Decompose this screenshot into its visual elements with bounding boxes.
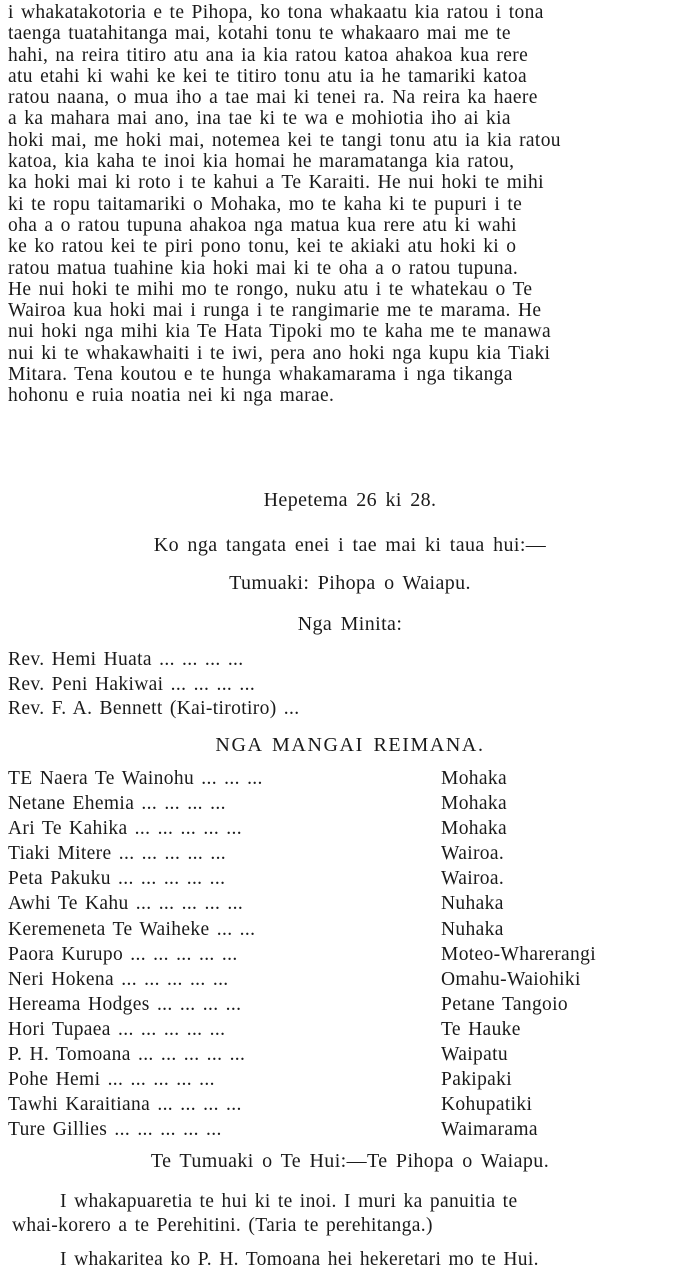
opening-prayer-paragraph (12, 1190, 698, 1238)
list-item: Rev. F. A. Bennett (Kai-tirotiro) ... (8, 698, 300, 719)
delegate-name: Peta Pakuku ... ... ... ... ... (8, 868, 226, 890)
paragraph-line: whai-korero a te Perehitini. (Taria te perehitanga.) (12, 1215, 433, 1236)
delegate-name: Awhi Te Kahu ... ... ... ... ... (8, 893, 244, 915)
list-item (8, 917, 698, 942)
paragraph-line: hahi, na reira titiro atu ana ia kia ratou katoa ahakoa kua rere (8, 44, 529, 66)
delegate-name: P. H. Tomoana ... ... ... ... ... (8, 1044, 246, 1066)
lay-delegates-heading: NGA MANGAI REIMANA. (215, 734, 485, 756)
delegate-place: Omahu-Waiohiki (441, 968, 581, 990)
paragraph-line: ka hoki mai ki roto i te kahui a Te Karaiti. He nui hoki te mihi (8, 172, 544, 194)
delegate-place: Waimarama (441, 1119, 538, 1141)
paragraph-line: oha a o ratou tupuna ahakoa nga matua kua rere atu ki wahi (8, 214, 517, 236)
paragraph-line: atu etahi ki wahi ke kei te titiro tonu atu ia he tamariki katoa (8, 65, 527, 87)
delegate-name: Ari Te Kahika ... ... ... ... ... (8, 818, 242, 840)
list-item (8, 841, 698, 866)
delegate-place: Waipatu (441, 1044, 508, 1066)
delegate-place: Mohaka (441, 793, 507, 815)
delegate-name: Tiaki Mitere ... ... ... ... ... (8, 843, 227, 865)
delegate-place: Nuhaka (441, 893, 504, 915)
paragraph-line: Mitara. Tena koutou e te hunga whakamarama i nga tikanga (8, 364, 513, 386)
list-item: Rev. Peni Hakiwai ... ... ... ... (8, 673, 256, 695)
opening-paragraph (8, 2, 698, 407)
paragraph-line: I whakapuaretia te hui ki te inoi. I muri ka panuitia te (60, 1191, 518, 1212)
paragraph-line: a ka mahara mai ano, ina tae ki te wa e mohiotia iho ai kia (8, 108, 511, 130)
paragraph-line: Wairoa kua hoki mai i runga i te rangimarie me te marama. He (8, 300, 542, 322)
delegate-place: Pakipaki (441, 1069, 513, 1091)
delegate-place: Nuhaka (441, 918, 504, 940)
delegate-name: Ture Gillies ... ... ... ... ... (8, 1119, 222, 1141)
paragraph-line: ratou matua tuahine kia hoki mai ki te oha a o ratou tupuna. (8, 257, 519, 279)
paragraph-line: ratou naana, o mua iho a tae mai ki tenei ra. Na reira ka haere (8, 87, 538, 109)
delegate-place: Petane Tangoio (441, 993, 569, 1015)
delegate-place: Mohaka (441, 768, 507, 789)
delegate-name: Hori Tupaea ... ... ... ... ... (8, 1018, 226, 1040)
paragraph-line: nui ki te whakawhaiti i te iwi, pera ano hoki nga kupu kia Tiaki (8, 342, 551, 364)
dates-heading: Hepetema 26 ki 28. (263, 489, 437, 511)
paragraph-line: ke ko ratou kei te piri pono tonu, kei te akiaki atu hoki ki o (8, 236, 517, 258)
paragraph-line: katoa, kia kaha te inoi kia homai he maramatanga kia ratou, (8, 151, 515, 173)
paragraph-line: hoki mai, me hoki mai, notemea kei te tangi tonu atu ia kia ratou (8, 129, 561, 151)
delegate-place: Moteo-Wharerangi (441, 943, 597, 965)
paragraph-line: taenga tuatahitanga mai, kotahi tonu te whakaaro mai me te (8, 23, 511, 45)
delegate-place: Te Hauke (441, 1018, 521, 1040)
delegate-place: Wairoa. (441, 843, 505, 865)
list-item (8, 766, 698, 791)
paragraph-line: nui hoki nga mihi kia Te Hata Tipoki mo te kaha me te manawa (8, 321, 551, 343)
delegate-name: Pohe Hemi ... ... ... ... ... (8, 1069, 215, 1091)
paragraph-line: i whakatakotoria e te Pihopa, ko tona whakaatu kia ratou i tona (8, 2, 544, 23)
attendees-intro: Ko nga tangata enei i tae mai ki taua hui:— (153, 534, 547, 556)
list-item (8, 791, 698, 816)
lay-delegates-list (8, 766, 698, 1142)
paragraph-line: I whakaritea ko P. H. Tomoana hei hekeretari mo te Hui. (60, 1249, 539, 1270)
list-item (8, 891, 698, 916)
ministers-list (8, 648, 408, 722)
list-item (8, 866, 698, 891)
list-item (8, 1017, 698, 1042)
ministers-heading: Nga Minita: (297, 613, 403, 635)
delegate-place: Mohaka (441, 818, 507, 840)
paragraph-line: ki te ropu taitamariki o Mohaka, mo te kaha ki te pupuri i te (8, 193, 523, 215)
chairman-line: Tumuaki: Pihopa o Waiapu. (229, 572, 471, 594)
delegate-name: TE Naera Te Wainohu ... ... ... (8, 768, 263, 789)
list-item (8, 992, 698, 1017)
paragraph-line: hohonu e ruia noatia nei ki nga marae. (8, 385, 335, 407)
delegate-name: Hereama Hodges ... ... ... ... (8, 993, 242, 1015)
list-item (8, 1092, 698, 1117)
meeting-chair-line: Te Tumuaki o Te Hui:—Te Pihopa o Waiapu. (150, 1150, 550, 1172)
delegate-name: Paora Kurupo ... ... ... ... ... (8, 943, 238, 965)
delegate-place: Wairoa. (441, 868, 505, 890)
delegate-name: Netane Ehemia ... ... ... ... (8, 793, 226, 815)
list-item (8, 1067, 698, 1092)
delegate-name: Keremeneta Te Waiheke ... ... (8, 918, 256, 940)
secretary-line (12, 1248, 698, 1272)
paragraph-line: He nui hoki te mihi mo te rongo, nuku atu i te whatekau o Te (8, 278, 533, 300)
delegate-name: Tawhi Karaitiana ... ... ... ... (8, 1094, 242, 1116)
list-item (8, 1042, 698, 1067)
list-item: Rev. Hemi Huata ... ... ... ... (8, 649, 244, 670)
delegate-place: Kohupatiki (441, 1094, 533, 1116)
list-item (8, 816, 698, 841)
list-item (8, 1117, 698, 1142)
delegate-name: Neri Hokena ... ... ... ... ... (8, 968, 229, 990)
list-item (8, 942, 698, 967)
list-item (8, 967, 698, 992)
